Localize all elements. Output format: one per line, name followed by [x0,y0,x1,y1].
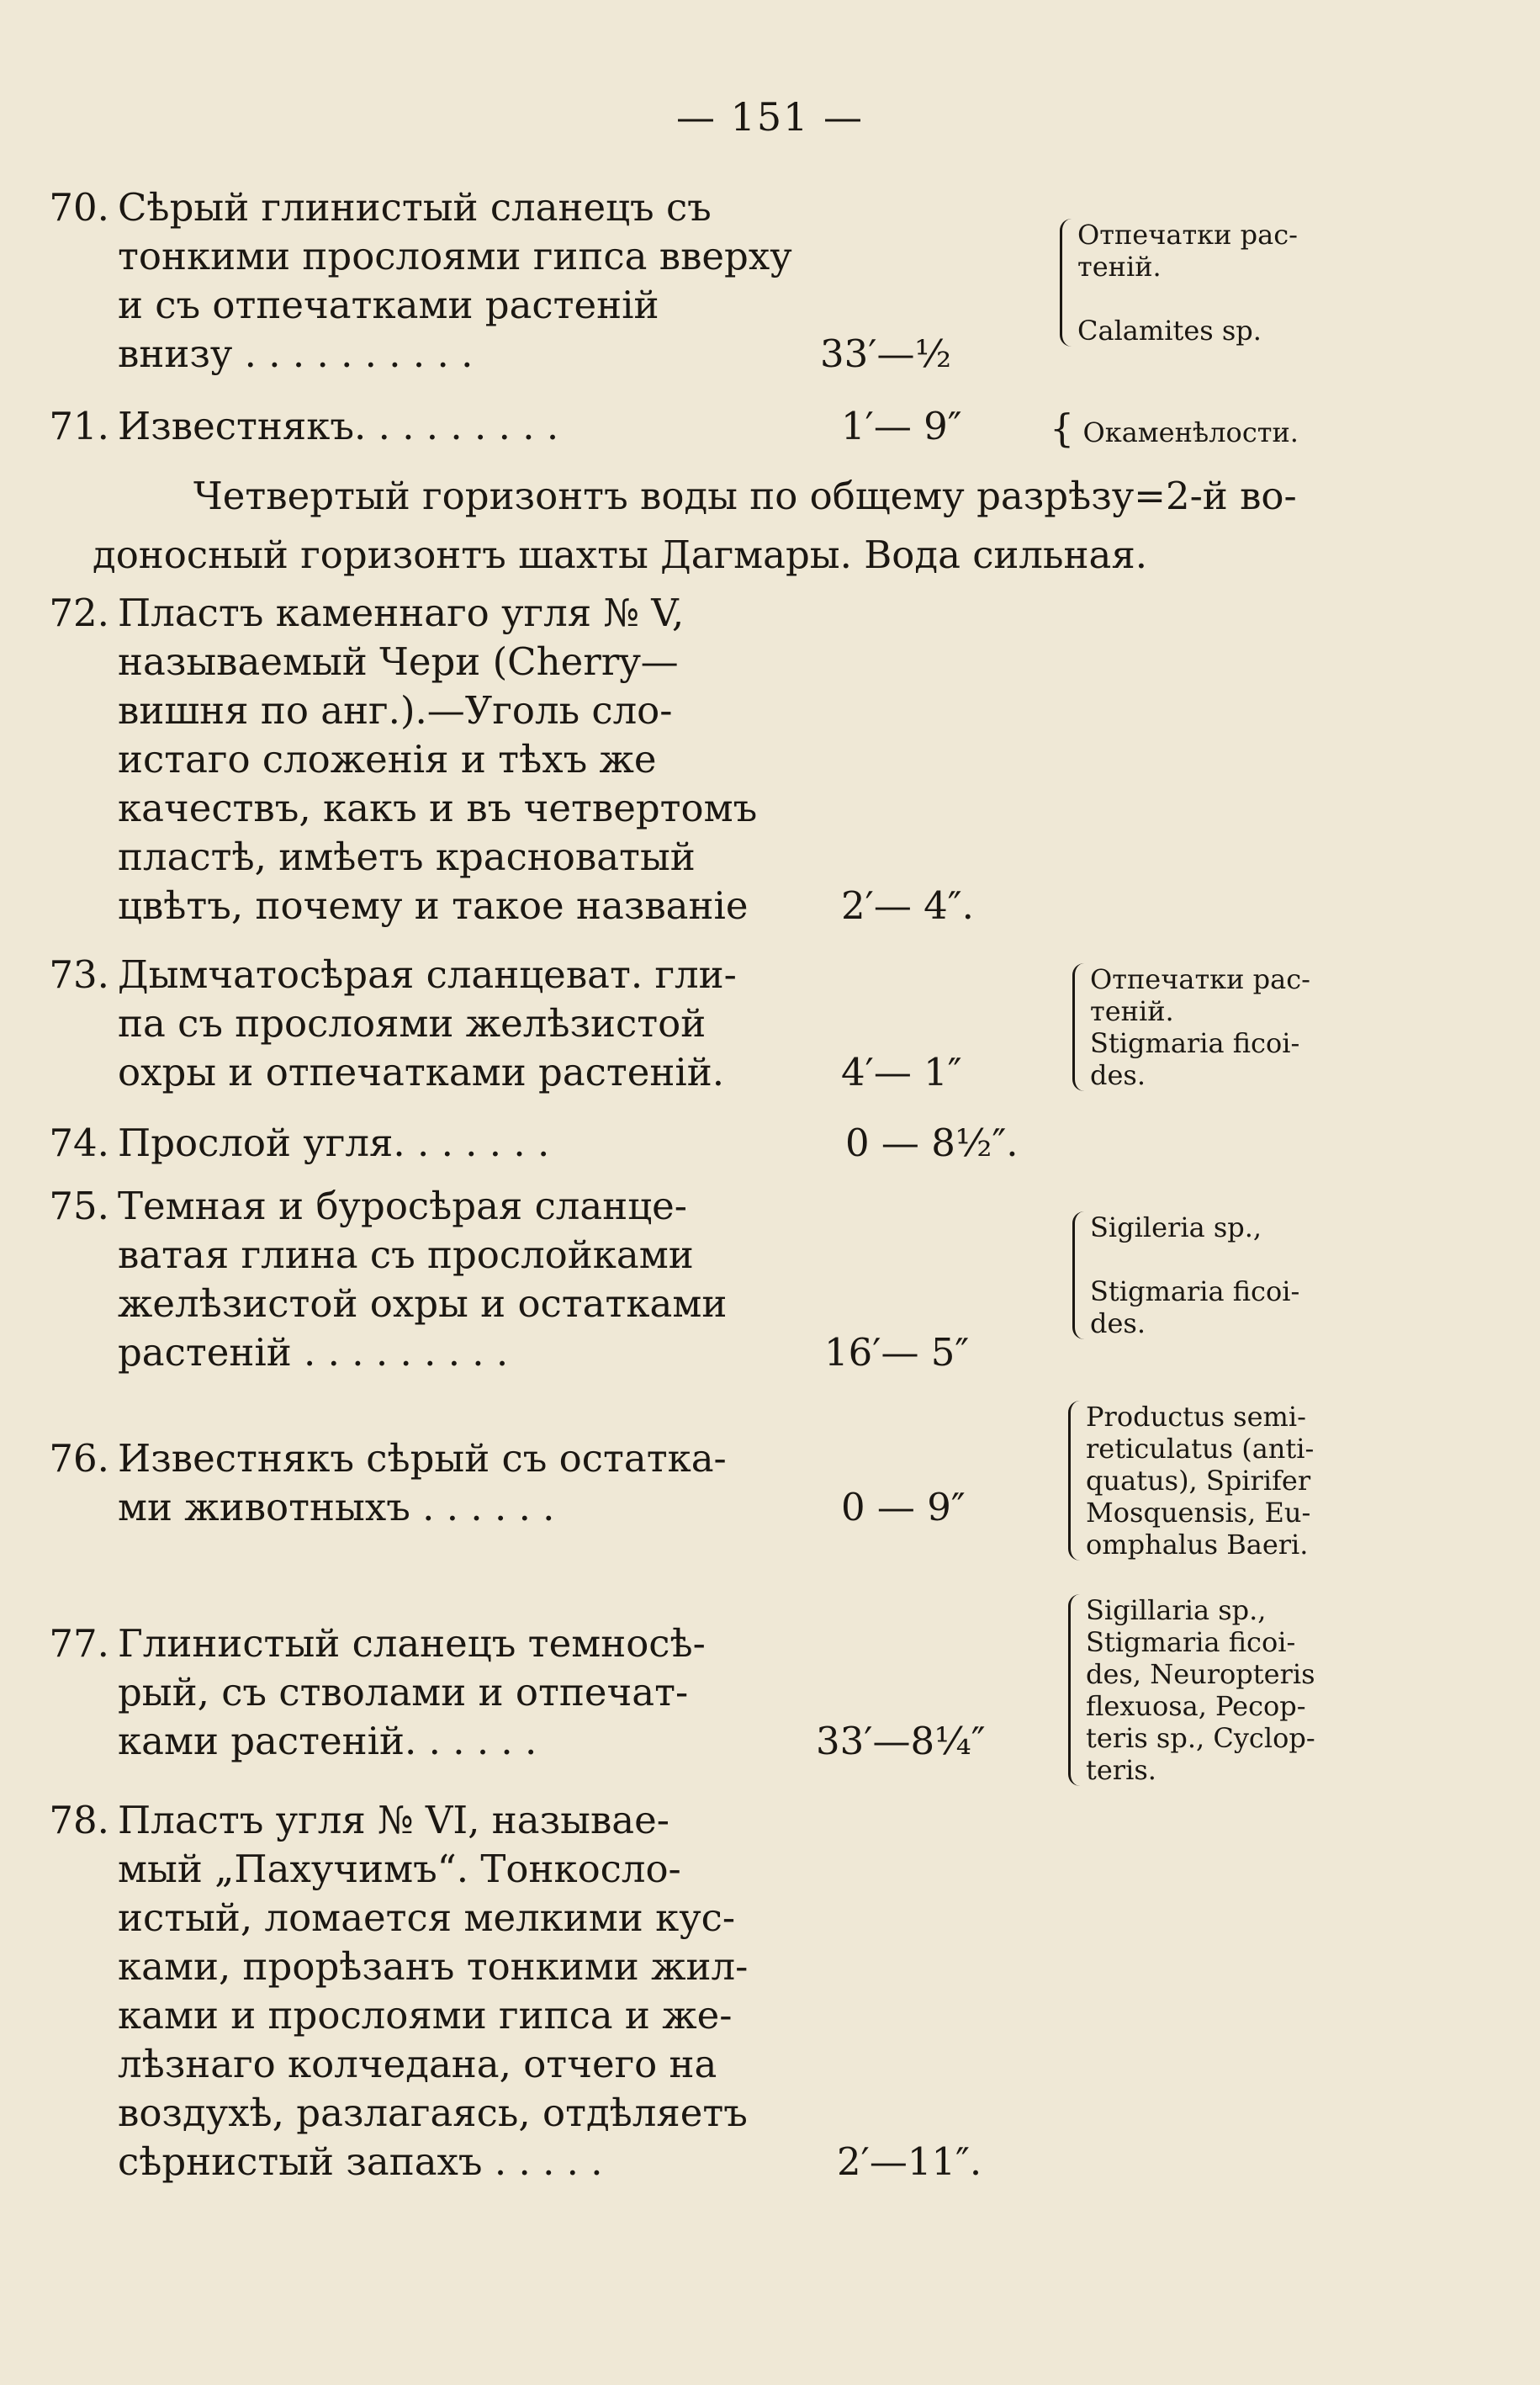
note-70: Отпечатки рас- теній. Calamites sp. [1060,219,1298,347]
note-75: Sigileria sp., Stigmaria ficoi- des. [1072,1211,1299,1339]
entry-73: 73. Дымчатосѣрая сланцеват. гли- па съ прослоями желѣзистой охры и отпечатками растеній. 4′— 1″ [49,952,962,1094]
entry-thickness: 33′—½ [820,331,952,376]
page-number: — 151 — [675,94,865,140]
entry-78: 78. Пластъ угля № VI, называе- мый „Пахучимъ“. Тонкосло- истый, ломается мелкими кус- ками, прорѣзанъ тонкими жил- ками и прослоями гипса и же- лѣзнаго колчедана, отчего на воздухѣ, разлагаясь, отдѣляетъ сѣрнистый запахъ . . . . . 2′—11″. [49,1798,982,2184]
entry-72: 72. Пластъ каменнаго угля № V, называемый Чери (Cherry— вишня по анг.).—Уголь сло- истаго сложенія и тѣхъ же качествъ, какъ и въ четвертомъ пластѣ, имѣетъ красноватый цвѣтъ, почему и такое названіе 2′— 4″. [49,591,974,928]
water-horizon-paragraph-2: доносный горизонтъ шахты Дагмары. Вода сильная. [93,533,1148,577]
entry-70 [34,183,1068,385]
entry-number: 70. [49,185,109,230]
note-77: Sigillaria sp., Stigmaria ficoi- des, Neuropteris flexuosa, Pecop- teris sp., Cyclop- teris. [1068,1594,1315,1786]
note-71: { Окаменѣлости. [1050,405,1299,451]
note-76: Productus semi- reticulatus (anti- quatus), Spirifer Mosquensis, Eu- omphalus Baeri. [1068,1401,1314,1561]
entry-77: 77. Глинистый сланецъ темносѣ- рый, съ стволами и отпечат- ками растеній. . . . . . 33′—8¼″ [49,1621,986,1763]
water-horizon-paragraph: Четвертый горизонтъ воды по общему разрѣзу=2-й во- [193,474,1297,518]
brace-icon: { [1050,405,1075,451]
note-73: Отпечатки рас- теній. Stigmaria ficoi- des. [1072,963,1310,1091]
entry-76: 76. Известнякъ сѣрый съ остатка- ми животныхъ . . . . . . 0 — 9″ [49,1436,966,1529]
entry-74: 74. Прослой угля. . . . . . . 0 — 8½″. [49,1121,1019,1165]
entry-text: Сѣрый глинистый сланецъ съ тонкими прослоями гипса вверху и съ отпечатками растеній внизу . . . . . . . . . . [118,185,792,376]
entry-75: 75. Темная и буросѣрая сланце- ватая глина съ прослойками желѣзистой охры и остатками растеній . . . . . . . . . 16′— 5″ [49,1184,970,1375]
entry-71: 71. Известнякъ. . . . . . . . . 1′— 9″ [49,404,962,448]
